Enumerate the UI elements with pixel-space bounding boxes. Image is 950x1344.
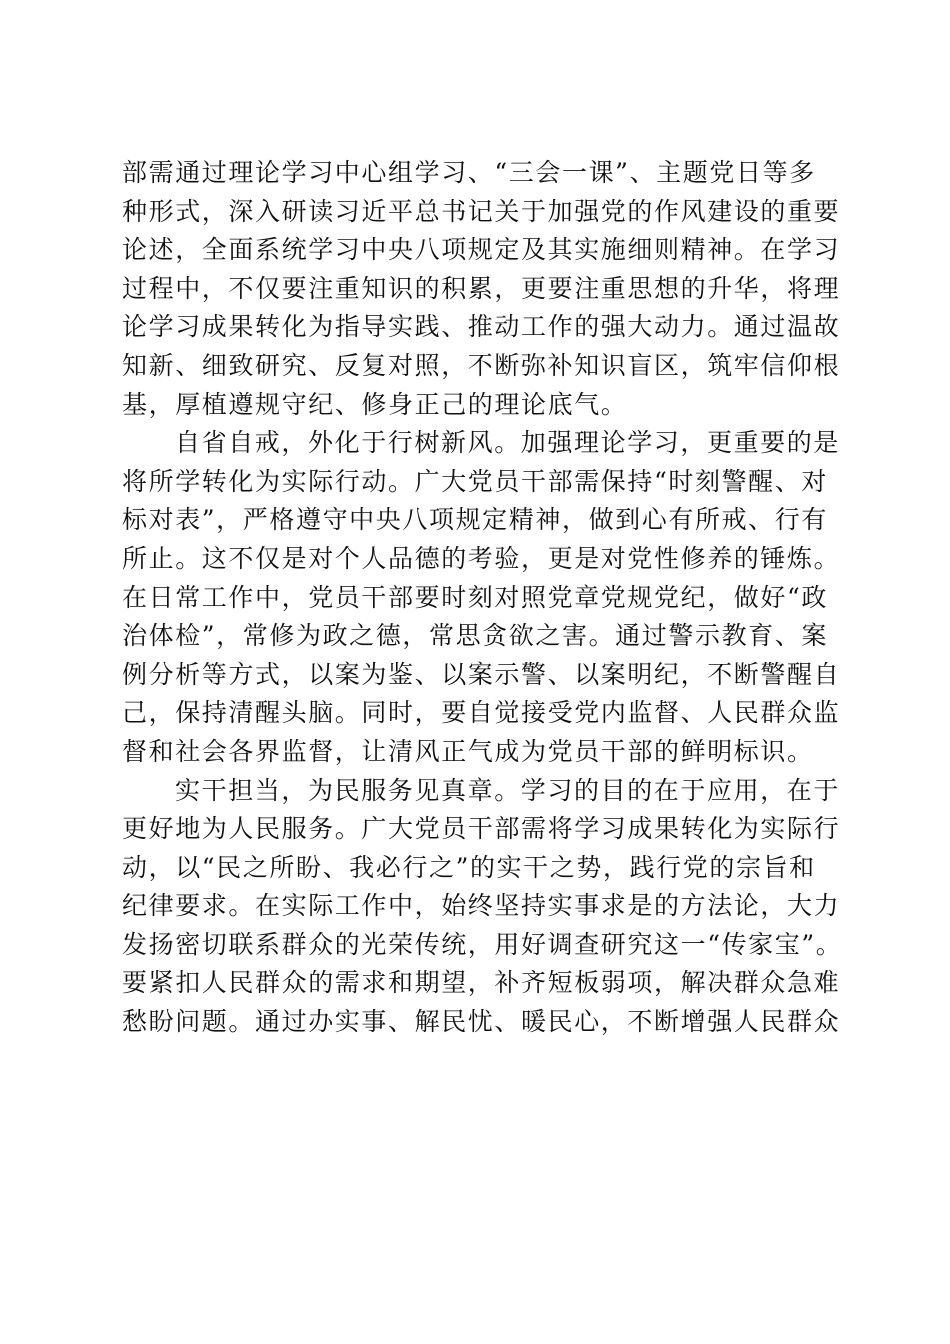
text-line: 例分析等方式，以案为鉴、以案示警、以案明纪，不断警醒自	[122, 659, 841, 689]
paragraph-1	[122, 154, 841, 424]
text-line: 自省自戒，外化于行树新风。加强理论学习，更重要的是	[175, 428, 841, 458]
text-line: 督和社会各界监督，让清风正气成为党员干部的鲜明标识。	[122, 736, 814, 766]
text-line: 实干担当，为民服务见真章。学习的目的在于应用，在于	[175, 775, 841, 805]
text-line: 纪律要求。在实际工作中，始终坚持实事求是的方法论，大力	[122, 891, 841, 921]
text-line: 论学习成果转化为指导实践、推动工作的强大动力。通过温故	[122, 312, 841, 342]
text-line: 基，厚植遵规守纪、修身正己的理论底气。	[122, 389, 628, 419]
text-line: 愁盼问题。通过办实事、解民忧、暖民心，不断增强人民群众	[122, 1007, 841, 1037]
text-line: 标对表”，严格遵守中央八项规定精神，做到心有所戒、行有	[122, 505, 828, 535]
text-line: 部需通过理论学习中心组学习、“三会一课”、主题党日等多	[122, 158, 816, 187]
text-line: 治体检”，常修为政之德，常思贪欲之害。通过警示教育、案	[122, 621, 828, 651]
paragraph-2	[122, 424, 841, 771]
text-line: 要紧扣人民群众的需求和期望，补齐短板弱项，解决群众急难	[122, 968, 841, 998]
text-line: 己，保持清醒头脑。同时，要自觉接受党内监督、人民群众监	[122, 698, 841, 728]
text-line: 所止。这不仅是对个人品德的考验，更是对党性修养的锤炼。	[122, 543, 841, 573]
document-body	[122, 154, 843, 1042]
text-line: 在日常工作中，党员干部要时刻对照党章党规党纪，做好“政	[122, 582, 828, 612]
text-line: 动，以“民之所盼、我必行之”的实干之势，践行党的宗旨和	[122, 852, 816, 882]
text-line: 过程中，不仅要注重知识的积累，更要注重思想的升华，将理	[122, 273, 841, 303]
text-line: 知新、细致研究、反复对照，不断弥补知识盲区，筑牢信仰根	[122, 350, 841, 380]
text-line: 论述，全面系统学习中央八项规定及其实施细则精神。在学习	[122, 235, 841, 265]
text-line: 将所学转化为实际行动。广大党员干部需保持“时刻警醒、对	[122, 466, 828, 496]
paragraph-3	[122, 772, 843, 1042]
text-line: 更好地为人民服务。广大党员干部需将学习成果转化为实际行	[122, 814, 841, 844]
text-line: 发扬密切联系群众的光荣传统，用好调查研究这一“传家宝”。	[122, 929, 843, 959]
text-line: 种形式，深入研读习近平总书记关于加强党的作风建设的重要	[122, 196, 841, 226]
